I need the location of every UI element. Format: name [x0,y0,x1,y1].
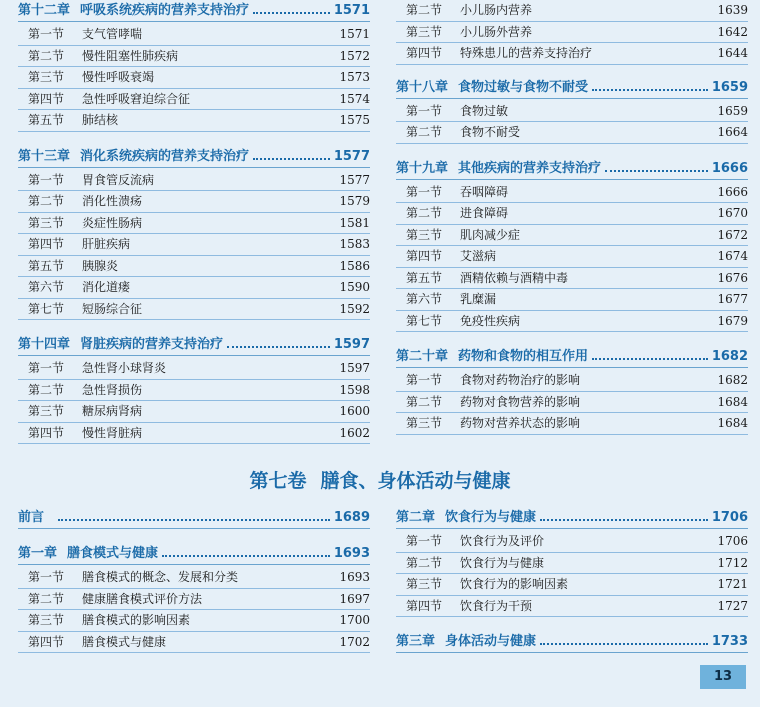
toc-chapter-group [396,507,748,617]
section-number: 第四节 [406,598,443,613]
toc-chapter-heading [18,334,370,356]
section-number: 第二节 [28,194,65,208]
section-number: 第一节 [406,103,443,118]
section-number: 第一节 [406,534,443,548]
section-number: 第二节 [406,555,443,570]
section-number: 第四节 [406,46,443,60]
section-title: 小儿肠内营养 [460,3,533,17]
section-title: 吞咽障碍 [460,184,509,199]
toc-chapter-heading [396,507,748,529]
section-number: 第三节 [406,227,443,242]
toc-section-row [396,0,748,22]
dotted-leader [540,633,708,645]
section-number: 第四节 [28,425,65,440]
chapter-title: 其他疾病的营养支持治疗 [458,160,602,176]
toc-section-row [18,401,370,423]
toc-section-row [18,170,370,192]
chapter-title: 呼吸系统疾病的营养支持治疗 [80,3,250,18]
section-title: 短肠综合征 [82,301,143,316]
section-number: 第一节 [406,184,443,199]
volume-number: 第七卷 [249,470,307,492]
chapter-number: 第二章 [396,510,436,525]
section-title: 肌肉减少症 [460,227,521,242]
chapter-number: 第三章 [396,634,436,649]
section-page: 1706 [717,534,748,548]
chapter-number: 第二十章 [396,349,449,364]
toc-section-row [18,46,370,68]
chapter-page: 1659 [711,79,748,95]
toc-section-row [18,632,370,654]
section-title: 艾滋病 [460,249,497,263]
section-title: 胰腺炎 [82,258,119,273]
section-title: 糖尿病肾病 [82,404,143,418]
section-title: 支气管哮喘 [82,27,143,41]
section-page: 1700 [339,613,370,627]
toc-section-row [396,370,748,392]
toc-section-row [18,610,370,632]
section-title: 食物对药物治疗的影响 [460,373,581,387]
section-title: 乳糜漏 [460,292,497,306]
toc-section-row [396,289,748,311]
dotted-leader [592,79,708,91]
section-title: 饮食行为的影响因素 [460,577,569,591]
toc-section-row [18,234,370,256]
section-page: 1676 [717,270,748,285]
section-page: 1592 [339,301,370,316]
section-page: 1574 [339,91,370,106]
section-number: 第三节 [406,24,443,39]
toc-section-row [18,110,370,132]
section-title: 胃食管反流病 [82,172,155,187]
section-page: 1600 [339,404,370,418]
toc-chapter-heading [18,146,370,168]
section-number: 第三节 [28,70,65,84]
toc-chapter-group [18,334,370,444]
section-page: 1712 [717,555,748,570]
chapter-title: 饮食行为与健康 [445,510,537,525]
toc-section-row [396,596,748,618]
section-number: 第四节 [28,237,65,251]
chapter-page: 1733 [711,634,748,649]
section-title: 肺结核 [82,113,119,127]
toc-section-row [396,246,748,268]
section-page: 1666 [717,184,748,199]
dotted-leader [540,509,708,521]
toc-section-row [396,101,748,123]
toc-chapter-heading [18,543,370,565]
section-title: 食物不耐受 [460,125,521,139]
chapter-title: 肾脏疾病的营养支持治疗 [80,337,224,352]
chapter-page: 1693 [333,546,370,561]
toc-section-row [396,531,748,553]
toc-section-row [18,213,370,235]
section-title: 慢性阻塞性肺疾病 [82,48,179,63]
toc-section-row [396,268,748,290]
toc-section-row [396,22,748,44]
section-number: 第六节 [406,292,443,306]
section-page: 1677 [717,292,748,306]
toc-chapter-heading [18,0,370,22]
section-number: 第二节 [406,3,443,17]
toc-section-row [18,358,370,380]
toc-section-row [396,413,748,435]
section-title: 免疫性疾病 [460,313,521,328]
section-title: 健康膳食模式评价方法 [82,591,203,606]
section-page: 1697 [339,591,370,606]
section-page: 1583 [339,237,370,251]
section-number: 第一节 [28,172,65,187]
toc-section-row [18,423,370,445]
section-number: 第一节 [28,570,65,584]
section-title: 消化道瘘 [82,280,131,294]
section-number: 第七节 [28,301,65,316]
section-page: 1571 [339,27,370,41]
section-page: 1573 [339,70,370,84]
section-number: 第三节 [28,215,65,230]
section-number: 第二节 [28,48,65,63]
toc-section-row [396,122,748,144]
section-number: 第五节 [406,270,443,285]
section-title: 饮食行为与健康 [460,555,545,570]
section-title: 小儿肠外营养 [460,24,533,39]
toc-section-row [18,277,370,299]
section-page: 1572 [339,48,370,63]
page-number-tab: 13 [700,665,746,689]
chapter-page: 1706 [711,510,748,525]
volume-title: 膳食、身体活动与健康 [320,470,511,492]
chapter-title: 身体活动与健康 [445,634,537,649]
section-title: 饮食行为及评价 [460,534,545,548]
section-page: 1579 [339,194,370,208]
toc-section-row [396,311,748,333]
section-page: 1586 [339,258,370,273]
chapter-title: 消化系统疾病的营养支持治疗 [80,148,250,164]
section-number: 第四节 [406,249,443,263]
dotted-leader [162,545,330,557]
toc-section-row [18,256,370,278]
toc-column-left-top [18,0,370,458]
section-title: 酒精依赖与酒精中毒 [460,270,569,285]
section-page: 1597 [339,361,370,375]
section-number: 第三节 [28,613,65,627]
toc-continued-sections [396,0,748,65]
chapter-number: 第十三章 [18,148,71,164]
toc-section-row [18,89,370,111]
section-title: 炎症性肠病 [82,215,143,230]
chapter-title: 膳食模式与健康 [67,546,159,561]
section-title: 食物过敏 [460,103,509,118]
chapter-page: 1682 [711,349,748,364]
dotted-leader [592,348,708,360]
section-number: 第二节 [406,206,443,220]
toc-chapter-group [18,543,370,653]
section-title: 特殊患儿的营养支持治疗 [460,46,593,60]
section-title: 饮食行为干预 [460,598,533,613]
section-page: 1684 [717,394,748,409]
section-page: 1639 [717,3,748,17]
chapter-title: 食物过敏与食物不耐受 [458,79,589,95]
section-number: 第二节 [28,382,65,397]
toc-section-row [18,191,370,213]
section-number: 第二节 [406,394,443,409]
section-page: 1664 [717,125,748,139]
dotted-leader [58,509,330,521]
chapter-title: 药物和食物的相互作用 [458,349,589,364]
toc-section-row [396,392,748,414]
dotted-leader [605,160,708,172]
chapter-page: 1571 [333,3,370,18]
section-page: 1642 [717,24,748,39]
section-number: 第四节 [28,91,65,106]
section-number: 第六节 [28,280,65,294]
section-number: 第一节 [28,27,65,41]
chapter-number: 第十二章 [18,3,71,18]
toc-section-row [18,299,370,321]
section-title: 急性肾损伤 [82,382,143,397]
toc-chapter-group [396,158,748,333]
dotted-leader [253,148,330,160]
toc-section-row [396,203,748,225]
section-page: 1659 [717,103,748,118]
section-page: 1581 [339,215,370,230]
section-page: 1590 [339,280,370,294]
section-title: 膳食模式的概念、发展和分类 [82,570,239,584]
section-number: 第五节 [28,113,65,127]
toc-section-row [18,380,370,402]
toc-section-row [18,567,370,589]
section-page: 1670 [717,206,748,220]
chapter-number: 第十九章 [396,160,449,176]
toc-chapter-heading [396,158,748,180]
section-title: 消化性溃疡 [82,194,143,208]
toc-section-row [396,43,748,65]
section-title: 膳食模式的影响因素 [82,613,191,627]
section-title: 急性呼吸窘迫综合征 [82,91,191,106]
section-page: 1577 [339,172,370,187]
section-number: 第三节 [28,404,65,418]
section-number: 第二节 [406,125,443,139]
toc-chapter-heading [396,346,748,368]
section-title: 药物对食物营养的影响 [460,394,581,409]
section-title: 肝脏疾病 [82,237,131,251]
section-page: 1682 [717,373,748,387]
chapter-page: 1666 [711,160,748,176]
toc-chapter-group [396,631,748,653]
toc-column-left-bottom [18,507,370,667]
toc-chapter-group [18,0,370,132]
chapter-number: 第十四章 [18,337,71,352]
toc-column-right-bottom [396,507,748,667]
toc-chapter-group [18,146,370,321]
section-title: 慢性肾脏病 [82,425,143,440]
chapter-page: 1597 [333,337,370,352]
section-page: 1672 [717,227,748,242]
section-page: 1702 [339,634,370,649]
section-page: 1684 [717,416,748,430]
toc-chapter-group [18,507,370,529]
section-number: 第四节 [28,634,65,649]
toc-section-row [396,553,748,575]
toc-section-row [18,24,370,46]
section-page: 1674 [717,249,748,263]
volume-heading [0,466,760,493]
toc-column-right-top [396,0,748,449]
section-page: 1693 [339,570,370,584]
chapter-number: 前言 [18,510,45,525]
toc-section-row [18,589,370,611]
toc-chapter-heading [396,77,748,99]
chapter-number: 第一章 [18,546,58,561]
section-title: 急性肾小球肾炎 [82,361,167,375]
dotted-leader [253,2,330,14]
section-page: 1721 [717,577,748,591]
section-title: 进食障碍 [460,206,509,220]
section-title: 慢性呼吸衰竭 [82,70,155,84]
section-number: 第二节 [28,591,65,606]
toc-chapter-heading [18,507,370,529]
toc-chapter-heading [396,631,748,653]
section-number: 第五节 [28,258,65,273]
chapter-page: 1689 [333,510,370,525]
toc-section-row [18,67,370,89]
chapter-number: 第十八章 [396,79,449,95]
dotted-leader [227,336,330,348]
section-number: 第七节 [406,313,443,328]
section-title: 药物对营养状态的影响 [460,416,581,430]
section-page: 1679 [717,313,748,328]
chapter-page: 1577 [333,148,370,164]
section-page: 1727 [717,598,748,613]
toc-section-row [396,574,748,596]
section-page: 1598 [339,382,370,397]
section-number: 第三节 [406,577,443,591]
section-number: 第一节 [406,373,443,387]
section-number: 第三节 [406,416,443,430]
section-page: 1602 [339,425,370,440]
section-number: 第一节 [28,361,65,375]
toc-chapter-group [396,77,748,144]
toc-section-row [396,225,748,247]
section-title: 膳食模式与健康 [82,634,167,649]
toc-section-row [396,182,748,204]
section-page: 1644 [717,46,748,60]
section-page: 1575 [339,113,370,127]
toc-chapter-group [396,346,748,435]
